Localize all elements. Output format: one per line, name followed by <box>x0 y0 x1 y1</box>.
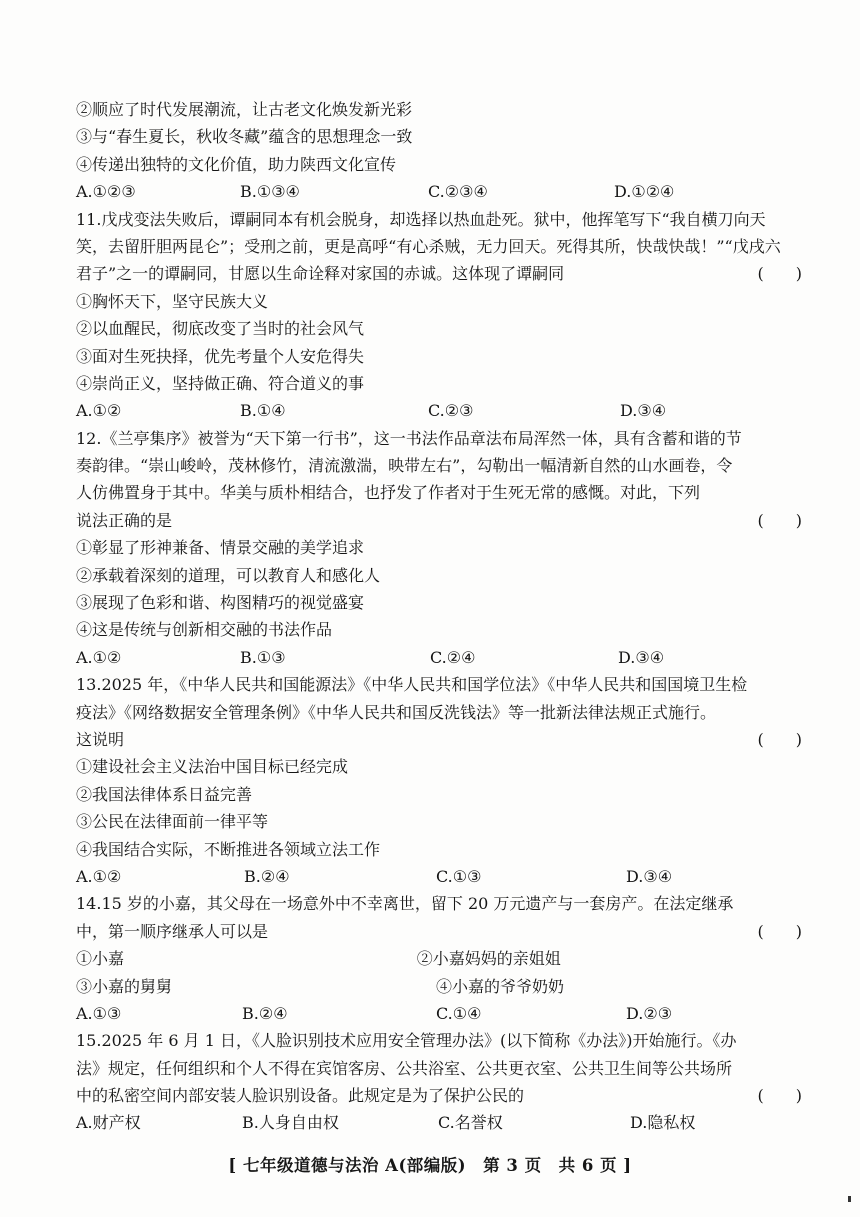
choice-d: D.隐私权 <box>630 1113 696 1133</box>
option-line: ③与“春生夏长，秋收冬藏”蕴含的思想理念一致 <box>76 127 413 147</box>
question-text: 君子”之一的谭嗣同，甘愿以生命诠释对家国的赤诚。这体现了谭嗣同 <box>76 264 565 284</box>
option-line: ③公民在法律面前一律平等 <box>76 812 269 832</box>
choice-c: C.②④ <box>430 647 476 667</box>
answer-choices <box>76 1109 758 1136</box>
option-line: ④这是传统与创新相交融的书法作品 <box>76 620 333 640</box>
question-12 <box>76 425 812 672</box>
question-text-line: 14.15 岁的小嘉，其父母在一场意外中不幸离世，留下 20 万元遗产与一套房产。在法定继承 <box>76 894 734 914</box>
answer-choices <box>76 1000 812 1027</box>
question-13 <box>76 671 812 890</box>
question-text: 中的私密空间内部安装人脸识别设备。此规定是为了保护公民的 <box>76 1086 525 1106</box>
choice-c: C.①③ <box>436 866 482 886</box>
answer-parentheses: ( ) <box>757 921 802 941</box>
answer-parentheses: ( ) <box>757 510 802 530</box>
question-text-line: 笑，去留肝胆两昆仑”；受刑之前，更是高呼“有心杀贼，无力回天。死得其所，快哉快哉！”“戊戌六 <box>76 236 781 256</box>
option-row <box>76 973 812 1000</box>
option-item: ②小嘉妈妈的亲姐姐 <box>416 949 561 969</box>
option-line: ②以血醒民，彻底改变了当时的社会风气 <box>76 319 365 339</box>
choice-c: C.②③ <box>428 401 474 421</box>
question-text-line: 13.2025 年，《中华人民共和国能源法》《中华人民共和国学位法》《中华人民共和国国境卫生检 <box>76 675 748 695</box>
option-line: ④传递出独特的文化价值，助力陕西文化宣传 <box>76 154 397 174</box>
answer-choices <box>76 178 812 205</box>
choice-a: A.①② <box>76 866 122 886</box>
option-line: ②顺应了时代发展潮流，让古老文化焕发新光彩 <box>76 100 413 119</box>
question-text-line: 法》规定，任何组织和个人不得在宾馆客房、公共浴室、公共更衣室、公共卫生间等公共场所 <box>76 1058 733 1078</box>
choice-b: B.①③ <box>240 647 286 667</box>
question-text-line <box>76 507 812 534</box>
option-line: ①胸怀天下，坚守民族大义 <box>76 291 269 311</box>
choice-d: D.②③ <box>626 1003 673 1023</box>
option-line: ①彰显了形神兼备、情景交融的美学追求 <box>76 538 365 558</box>
choice-c: C.②③④ <box>428 182 488 202</box>
page-content <box>76 96 812 1137</box>
choice-d: D.③④ <box>626 866 673 886</box>
choice-c: C.①④ <box>436 1003 482 1023</box>
option-line: ④崇尚正义，坚持做正确、符合道义的事 <box>76 373 365 393</box>
option-line: ②我国法律体系日益完善 <box>76 784 253 804</box>
option-line: ③面对生死抉择，优先考量个人安危得失 <box>76 346 365 366</box>
carryover-block <box>76 96 812 206</box>
question-15 <box>76 1027 812 1137</box>
choice-c: C.名誉权 <box>438 1113 503 1133</box>
choice-b: B.人身自由权 <box>242 1113 339 1133</box>
question-text-line: 15.2025 年 6 月 1 日，《人脸识别技术应用安全管理办法》(以下简称《办法》)开始施行。《办 <box>76 1031 737 1051</box>
answer-parentheses: ( ) <box>757 1086 802 1106</box>
choice-a: A.①③ <box>76 1003 122 1023</box>
question-text: 说法正确的是 <box>76 510 173 530</box>
choice-a: A.①② <box>76 647 122 667</box>
choice-b: B.②④ <box>244 866 290 886</box>
choice-b: B.①③④ <box>240 182 300 202</box>
choice-b: B.①④ <box>240 401 286 421</box>
answer-choices <box>76 863 812 890</box>
question-text-line: 人仿佛置身于其中。华美与质朴相结合，也抒发了作者对于生死无常的感慨。对此，下列 <box>76 483 701 503</box>
option-line: ④我国结合实际，不断推进各领域立法工作 <box>76 839 381 859</box>
choice-a: A.①②③ <box>76 182 136 202</box>
option-line: ①建设社会主义法治中国目标已经完成 <box>76 757 349 777</box>
choice-b: B.②④ <box>242 1003 288 1023</box>
question-text-line <box>76 1082 812 1109</box>
option-line: ②承载着深刻的道理，可以教育人和感化人 <box>76 565 381 585</box>
question-text-line: 奏韵律。“崇山峻岭，茂林修竹，清流激湍，映带左右”，勾勒出一幅清新自然的山水画卷，令 <box>76 456 733 476</box>
question-text: 中，第一顺序继承人可以是 <box>76 921 269 941</box>
corner-mark <box>848 1196 851 1202</box>
answer-parentheses: ( ) <box>757 729 802 749</box>
option-item: ③小嘉的舅舅 <box>76 976 173 996</box>
answer-parentheses: ( ) <box>757 264 802 284</box>
option-item: ④小嘉的爷爷奶奶 <box>436 976 565 996</box>
question-text: 这说明 <box>76 729 125 749</box>
option-line: ③展现了色彩和谐、构图精巧的视觉盛宴 <box>76 593 365 613</box>
question-11 <box>76 206 812 425</box>
page-footer: [ 七年级道德与法治 A(部编版) 第 3 页 共 6 页 ] <box>228 1156 632 1175</box>
choice-a: A.财产权 <box>76 1113 141 1133</box>
option-item: ①小嘉 <box>76 949 125 969</box>
question-text-line: 疫法》《网络数据安全管理条例》《中华人民共和国反洗钱法》等一批新法律法规正式施行。 <box>76 702 717 722</box>
option-row <box>76 945 758 972</box>
question-text-line <box>76 726 812 753</box>
question-text-line <box>76 918 812 945</box>
choice-d: D.①②④ <box>614 182 675 202</box>
choice-d: D.③④ <box>618 647 665 667</box>
choice-d: D.③④ <box>620 401 667 421</box>
question-text-line <box>76 260 812 287</box>
question-text-line: 11.戊戌变法失败后，谭嗣同本有机会脱身，却选择以热血赴死。狱中，他挥笔写下“我自横刀向天 <box>76 209 766 229</box>
question-text-line: 12.《兰亭集序》被誉为“天下第一行书”，这一书法作品章法布局浑然一体，具有含蓄和谐的节 <box>76 428 742 448</box>
answer-choices <box>76 644 812 671</box>
choice-a: A.①② <box>76 401 122 421</box>
question-14 <box>76 890 812 1027</box>
answer-choices <box>76 397 812 424</box>
